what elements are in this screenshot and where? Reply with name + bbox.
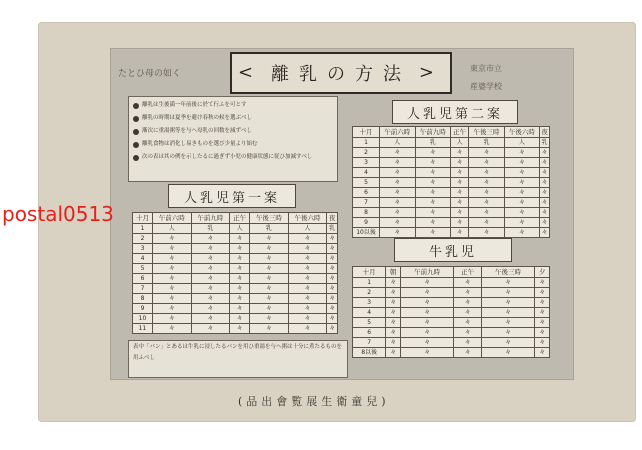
table-cell: 乳: [327, 224, 338, 234]
table-cell: 々: [191, 284, 230, 294]
table-cell: 々: [250, 244, 289, 254]
table-cell: 々: [380, 158, 415, 168]
main-title-box: [230, 52, 452, 94]
table-cell: 々: [191, 264, 230, 274]
note-text: 離乳食物は消化し易きものを選び少量より始む: [142, 141, 258, 147]
month-cell: 5: [353, 318, 386, 328]
table-cell: 々: [153, 264, 192, 274]
table-cell: 々: [469, 168, 504, 178]
table-cell: 々: [535, 318, 550, 328]
table-cell: 々: [327, 324, 338, 334]
table-cell: 々: [535, 278, 550, 288]
table-row: [353, 198, 550, 208]
table-row: [353, 218, 550, 228]
table-cell: 々: [401, 338, 454, 348]
table-cell: 々: [450, 208, 468, 218]
table-cell: 々: [535, 288, 550, 298]
plan2-table: [352, 126, 550, 238]
table-cell: 々: [380, 178, 415, 188]
table-row: [353, 338, 550, 348]
table-cell: 々: [230, 314, 250, 324]
table-cell: 々: [504, 188, 539, 198]
table-cell: 々: [288, 314, 327, 324]
month-cell: 2: [353, 288, 386, 298]
table-cell: 々: [288, 244, 327, 254]
table-cell: 々: [469, 158, 504, 168]
right-chevron-icon: >: [418, 62, 444, 83]
column-header: 夜: [327, 213, 338, 224]
month-cell: 1: [353, 278, 386, 288]
column-header: 午後六時: [288, 213, 327, 224]
table-cell: 々: [450, 158, 468, 168]
table-cell: 々: [401, 318, 454, 328]
column-header: 正午: [230, 213, 250, 224]
table-cell: 々: [415, 198, 450, 208]
table-cell: 々: [504, 158, 539, 168]
table-cell: 々: [153, 324, 192, 334]
table-cell: 々: [504, 168, 539, 178]
table-cell: 乳: [541, 139, 548, 146]
month-cell: 4: [133, 254, 153, 264]
table-cell: 乳: [250, 224, 289, 234]
table-cell: 々: [415, 158, 450, 168]
month-cell: 10以後: [353, 228, 380, 238]
table-cell: 々: [541, 169, 548, 176]
table-cell: 々: [386, 298, 401, 308]
month-cell: 9: [133, 304, 153, 314]
table-cell: 々: [250, 284, 289, 294]
table-cell: 々: [230, 274, 250, 284]
table-cell: 々: [541, 149, 548, 156]
table-cell: 々: [327, 264, 338, 274]
top-left-note: たとひ母の如く: [118, 69, 182, 79]
column-header: 十月: [353, 127, 380, 138]
table-cell: 々: [288, 264, 327, 274]
table-cell: 々: [250, 234, 289, 244]
table-cell: 々: [380, 208, 415, 218]
table-cell: 々: [541, 199, 548, 206]
table-cell: 々: [191, 234, 230, 244]
month-cell: 7: [353, 198, 380, 208]
table-row: [353, 148, 550, 158]
table-cell: 々: [481, 348, 534, 358]
table-cell: 々: [535, 308, 550, 318]
table-cell: 々: [504, 198, 539, 208]
table-cell: 々: [469, 198, 504, 208]
table-cell: 々: [288, 234, 327, 244]
month-cell: 7: [353, 338, 386, 348]
column-header: 正午: [454, 267, 482, 278]
table-cell: 々: [450, 198, 468, 208]
table-cell: 々: [386, 308, 401, 318]
table-cell: 々: [401, 308, 454, 318]
watermark-text: postal0513: [2, 202, 114, 226]
table-cell: 々: [469, 208, 504, 218]
table-cell: 々: [535, 348, 550, 358]
table-row: [133, 294, 338, 304]
table-cell: 々: [450, 178, 468, 188]
table-cell: 々: [153, 294, 192, 304]
table-cell: 々: [230, 294, 250, 304]
table-cell: 々: [454, 298, 482, 308]
table-cell: 々: [386, 288, 401, 298]
table-cell: 々: [386, 338, 401, 348]
note-text: 離乳は生後満一年前後に於て行ふを可とす: [142, 102, 247, 108]
table-cell: 々: [481, 298, 534, 308]
table-cell: 々: [191, 274, 230, 284]
column-header: 午後三時: [250, 213, 289, 224]
table-row: [353, 278, 550, 288]
month-cell: 4: [353, 168, 380, 178]
table-cell: 々: [153, 284, 192, 294]
column-header: 夕: [535, 267, 550, 278]
table-cell: 々: [454, 318, 482, 328]
table-cell: 々: [450, 148, 468, 158]
table-cell: 々: [504, 208, 539, 218]
table-cell: 々: [386, 328, 401, 338]
top-right-note-line: 東京市立: [470, 64, 502, 73]
table-cell: 々: [380, 228, 415, 238]
table-cell: 々: [415, 218, 450, 228]
table-cell: 々: [191, 254, 230, 264]
table-cell: 々: [469, 188, 504, 198]
table-cell: 人: [450, 138, 468, 148]
table-cell: 々: [401, 298, 454, 308]
table-cell: 々: [380, 188, 415, 198]
column-header: 十月: [133, 213, 153, 224]
month-cell: 1: [133, 224, 153, 234]
table-cell: 々: [481, 278, 534, 288]
table-cell: 々: [415, 148, 450, 158]
table-cell: 々: [250, 294, 289, 304]
month-cell: 6: [353, 328, 386, 338]
left-chevron-icon: <: [238, 62, 264, 83]
table-cell: 々: [153, 234, 192, 244]
month-cell: 6: [133, 274, 153, 284]
column-header: 午前九時: [191, 213, 230, 224]
table-cell: 々: [415, 188, 450, 198]
table-cell: 々: [481, 308, 534, 318]
column-header: 十月: [353, 267, 386, 278]
month-cell: 3: [353, 298, 386, 308]
column-header: 午前六時: [153, 213, 192, 224]
table-cell: 々: [415, 208, 450, 218]
table-cell: 々: [191, 304, 230, 314]
table-cell: 々: [454, 308, 482, 318]
table-cell: 々: [454, 328, 482, 338]
table-cell: 々: [153, 274, 192, 284]
table-row: [353, 208, 550, 218]
column-header: 午前九時: [415, 127, 450, 138]
table-cell: 人: [504, 138, 539, 148]
table-row: [353, 308, 550, 318]
table-cell: 々: [230, 264, 250, 274]
notes-panel: [128, 96, 338, 182]
table-row: [133, 254, 338, 264]
table-cell: 々: [450, 228, 468, 238]
table-cell: 々: [153, 244, 192, 254]
table-cell: 々: [327, 274, 338, 284]
column-header: 午前九時: [401, 267, 454, 278]
table-cell: 々: [401, 288, 454, 298]
table-cell: 々: [380, 148, 415, 158]
column-header: 夜: [541, 128, 548, 136]
table-cell: 々: [250, 314, 289, 324]
main-title: 離乳の方法: [271, 64, 411, 85]
table-cell: 々: [454, 288, 482, 298]
month-cell: 8: [353, 208, 380, 218]
table-cell: 々: [415, 228, 450, 238]
table-cell: 々: [327, 244, 338, 254]
table-cell: 々: [504, 228, 539, 238]
table-header-row: [353, 267, 550, 278]
month-cell: 11: [133, 324, 153, 334]
table-cell: 々: [230, 284, 250, 294]
table-cell: 々: [230, 244, 250, 254]
table-row: [353, 178, 550, 188]
table-cell: 々: [541, 159, 548, 166]
table-cell: 々: [469, 178, 504, 188]
table-row: [353, 228, 550, 238]
table-cell: 々: [541, 189, 548, 196]
table-cell: 々: [230, 254, 250, 264]
table-cell: 人: [230, 224, 250, 234]
table-cell: 々: [250, 264, 289, 274]
month-cell: 4: [353, 308, 386, 318]
table-cell: 乳: [415, 138, 450, 148]
table-row: [133, 234, 338, 244]
table-cell: 々: [481, 318, 534, 328]
table-row: [353, 288, 550, 298]
table-cell: 々: [415, 168, 450, 178]
column-header: 午後六時: [504, 127, 539, 138]
table-cell: 々: [288, 254, 327, 264]
table-cell: 々: [386, 348, 401, 358]
table-cell: 々: [230, 234, 250, 244]
plan3-table: [352, 266, 550, 358]
table-cell: 々: [153, 254, 192, 264]
table-row: [133, 284, 338, 294]
table-cell: 々: [386, 278, 401, 288]
bullet-icon: [133, 116, 139, 122]
table-row: [133, 304, 338, 314]
table-row: [133, 324, 338, 334]
note-text: 漸次に重湯粥等を与へ母乳の回数を減ずべし: [142, 128, 252, 134]
month-cell: 3: [353, 158, 380, 168]
column-header: 朝: [386, 267, 401, 278]
table-cell: 々: [481, 328, 534, 338]
table-cell: 人: [288, 224, 327, 234]
table-cell: 々: [288, 324, 327, 334]
bullet-icon: [133, 155, 139, 161]
column-header: 午後三時: [469, 127, 504, 138]
table-cell: 人: [153, 224, 192, 234]
table-cell: 々: [191, 294, 230, 304]
table-cell: 々: [250, 274, 289, 284]
table-cell: 々: [153, 314, 192, 324]
table-cell: 々: [450, 218, 468, 228]
note-item: [133, 138, 333, 151]
table-cell: 々: [380, 218, 415, 228]
table-cell: 々: [327, 284, 338, 294]
table-cell: 々: [288, 274, 327, 284]
top-right-note: [470, 60, 502, 96]
plan1-table: [132, 212, 338, 334]
table-cell: 々: [327, 314, 338, 324]
month-cell: 9: [353, 218, 380, 228]
plan2-title: 人乳児第二案: [392, 100, 518, 124]
plan3-title: 牛乳児: [394, 238, 512, 262]
note-item: [133, 151, 333, 164]
table-cell: 々: [230, 304, 250, 314]
plan1-title: 人乳児第一案: [168, 184, 296, 208]
table-row: [133, 264, 338, 274]
table-cell: 々: [454, 338, 482, 348]
table-cell: 々: [250, 254, 289, 264]
note-text: 次の表は其の例を示したるに過ぎず小児の健康状態に従ひ加減すべし: [142, 154, 313, 160]
table-cell: 々: [327, 304, 338, 314]
table-cell: 々: [250, 304, 289, 314]
table-cell: 々: [541, 219, 548, 226]
month-cell: 2: [133, 234, 153, 244]
month-cell: 2: [353, 148, 380, 158]
table-cell: 々: [191, 314, 230, 324]
month-cell: 8以後: [353, 348, 386, 358]
top-right-note-line: 産婆学校: [470, 82, 502, 91]
table-cell: 々: [481, 338, 534, 348]
table-cell: 々: [327, 254, 338, 264]
note-item: [133, 125, 333, 138]
column-header: 午前六時: [380, 127, 415, 138]
month-cell: 3: [133, 244, 153, 254]
table-cell: 々: [541, 179, 548, 186]
caption: (品出會覧展生衛童兒): [238, 395, 390, 408]
table-cell: 々: [191, 324, 230, 334]
table-cell: 々: [380, 168, 415, 178]
table-cell: 々: [327, 294, 338, 304]
table-row: [133, 274, 338, 284]
month-cell: 6: [353, 188, 380, 198]
table-cell: 乳: [469, 138, 504, 148]
table-cell: 々: [541, 229, 548, 236]
table-row: [353, 328, 550, 338]
table-cell: 々: [250, 324, 289, 334]
note-text: 離乳の時期は夏季を避け春秋の候を選ぶべし: [142, 115, 253, 121]
month-cell: 1: [353, 138, 380, 148]
table-row: [133, 224, 338, 234]
table-cell: 々: [481, 288, 534, 298]
table-cell: 々: [504, 218, 539, 228]
month-cell: 8: [133, 294, 153, 304]
note-item: [133, 99, 333, 112]
table-cell: 々: [288, 284, 327, 294]
table-cell: 々: [450, 188, 468, 198]
table-cell: 々: [535, 328, 550, 338]
table-cell: 々: [327, 234, 338, 244]
column-header: 正午: [450, 127, 468, 138]
table-row: [353, 188, 550, 198]
table-cell: 々: [535, 298, 550, 308]
table-cell: 々: [401, 328, 454, 338]
table-row: [133, 244, 338, 254]
month-cell: 5: [133, 264, 153, 274]
table-cell: 々: [380, 198, 415, 208]
table-cell: 々: [450, 168, 468, 178]
table-row: [353, 138, 550, 148]
table-cell: 々: [191, 244, 230, 254]
table-row: [353, 348, 550, 358]
table-cell: 々: [401, 278, 454, 288]
table-cell: 々: [386, 318, 401, 328]
table-cell: 々: [153, 304, 192, 314]
table-row: [353, 298, 550, 308]
table-row: [353, 168, 550, 178]
month-cell: 7: [133, 284, 153, 294]
note-item: [133, 112, 333, 125]
table-cell: 々: [230, 324, 250, 334]
table-cell: 人: [380, 138, 415, 148]
table-cell: 々: [454, 348, 482, 358]
column-header: 午後三時: [481, 267, 534, 278]
table-cell: 々: [288, 294, 327, 304]
table-row: [133, 314, 338, 324]
table-header-row: [353, 127, 550, 138]
bullet-icon: [133, 103, 139, 109]
table-cell: 々: [504, 178, 539, 188]
table-cell: 々: [541, 209, 548, 216]
table-cell: 々: [504, 148, 539, 158]
plan1-footnote: 表中「パン」とあるは牛乳に浸したるパンを用ひ重湯を与へ粥は十分に煮たるものを用ふべし: [128, 340, 348, 378]
bullet-icon: [133, 142, 139, 148]
table-row: [353, 158, 550, 168]
table-header-row: [133, 213, 338, 224]
table-cell: 々: [454, 278, 482, 288]
table-cell: 々: [469, 218, 504, 228]
table-cell: 々: [469, 148, 504, 158]
table-cell: 々: [535, 338, 550, 348]
table-cell: 乳: [191, 224, 230, 234]
table-cell: 々: [415, 178, 450, 188]
table-cell: 々: [469, 228, 504, 238]
month-cell: 10: [133, 314, 153, 324]
bullet-icon: [133, 129, 139, 135]
table-cell: 々: [401, 348, 454, 358]
table-row: [353, 318, 550, 328]
month-cell: 5: [353, 178, 380, 188]
table-cell: 々: [288, 304, 327, 314]
